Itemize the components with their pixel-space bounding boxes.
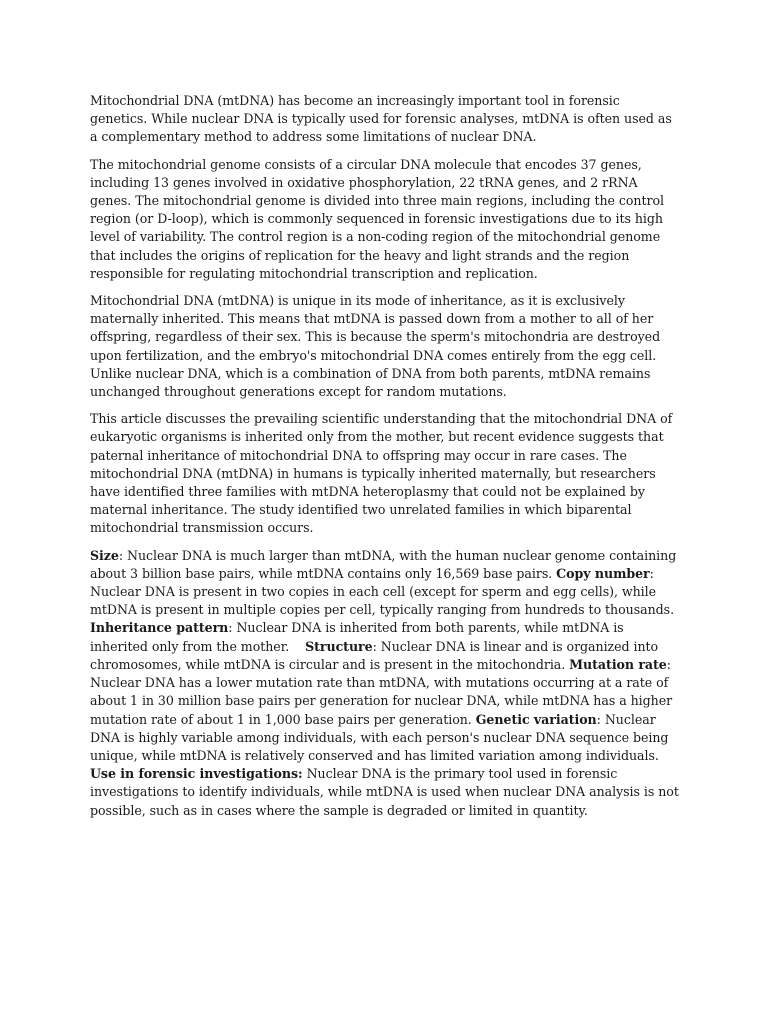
forensic-use-text: Nuclear DNA is the primary tool used in forensic investigations to identify individuals, while mtDNA is used when nuclear DNA analysis is not possible, such as in cases where the sample is degraded or limited in quantity.	[90, 766, 679, 818]
structure-label: Structure	[305, 638, 373, 654]
paragraph-comparison	[90, 547, 680, 820]
size-label: Size	[90, 547, 119, 563]
genetic-variation-text: : Nuclear DNA is highly variable among individuals, with each person's nuclear DNA sequence being unique, while mtDNA is relatively conserved and has limited variation among individuals.	[90, 711, 669, 763]
genetic-variation-label: Genetic variation	[475, 711, 597, 727]
inheritance-pattern-label: Inheritance pattern	[90, 620, 229, 636]
paragraph-genome: The mitochondrial genome consists of a circular DNA molecule that encodes 37 genes, including 13 genes involved in oxidative phosphorylation, 22 tRNA genes, and 2 rRNA genes. The mitochondrial genome is divided into three main regions, including the control region (or D-loop), which is commonly sequenced in forensic investigations due to its high level of variability. The control region is a non-coding region of the mitochondrial genome that includes the origins of replication for the heavy and light strands and the region responsible for regulating mitochondrial transcription and replication.	[90, 156, 664, 281]
paragraph-article: This article discusses the prevailing scientific understanding that the mitochondrial DNA of eukaryotic organisms is inherited only from the mother, but recent evidence suggests that paternal inheritance of mitochondrial DNA to offspring may occur in rare cases. The mitochondrial DNA (mtDNA) in humans is typically inherited maternally, but researchers have identified three families with mtDNA heteroplasmy that could not be explained by maternal inheritance. The study identified two unrelated families in which biparental mitochondrial transmission occurs.	[90, 411, 673, 536]
forensic-use-label: Use in forensic investigations:	[90, 766, 303, 782]
structure-text: : Nuclear DNA is linear and is organized into chromosomes, while mtDNA is circular and is present in the mitochondria.	[90, 638, 659, 672]
document-page	[90, 92, 680, 829]
size-text: : Nuclear DNA is much larger than mtDNA, with the human nuclear genome containing about 3 billion base pairs, while mtDNA contains only 16,569 base pairs.	[90, 547, 677, 581]
mutation-rate-label: Mutation rate	[569, 656, 667, 672]
mutation-rate-text: : Nuclear DNA has a lower mutation rate than mtDNA, with mutations occurring at a rate of about 1 in 30 million base pairs per generation for nuclear DNA, while mtDNA has a higher mutation rate of about 1 in 1,000 base pairs per generation.	[90, 656, 673, 727]
paragraph-inheritance: Mitochondrial DNA (mtDNA) is unique in its mode of inheritance, as it is exclusively maternally inherited. This means that mtDNA is passed down from a mother to all of her offspring, regardless of their sex. This is because the sperm's mitochondria are destroyed upon fertilization, and the embryo's mitochondrial DNA comes entirely from the egg cell. Unlike nuclear DNA, which is a combination of DNA from both parents, mtDNA remains unchanged throughout generations except for random mutations.	[90, 293, 661, 400]
copy-number-label: Copy number	[556, 565, 650, 581]
inheritance-pattern-text: : Nuclear DNA is inherited from both parents, while mtDNA is inherited only from the mother.	[90, 620, 624, 654]
paragraph-intro: Mitochondrial DNA (mtDNA) has become an increasingly important tool in forensic genetics. While nuclear DNA is typically used for forensic analyses, mtDNA is often used as a complementary method to address some limitations of nuclear DNA.	[90, 93, 672, 145]
copy-number-text: : Nuclear DNA is present in two copies in each cell (except for sperm and egg cells), while mtDNA is present in multiple copies per cell, typically ranging from hundreds to thousands.	[90, 565, 675, 618]
